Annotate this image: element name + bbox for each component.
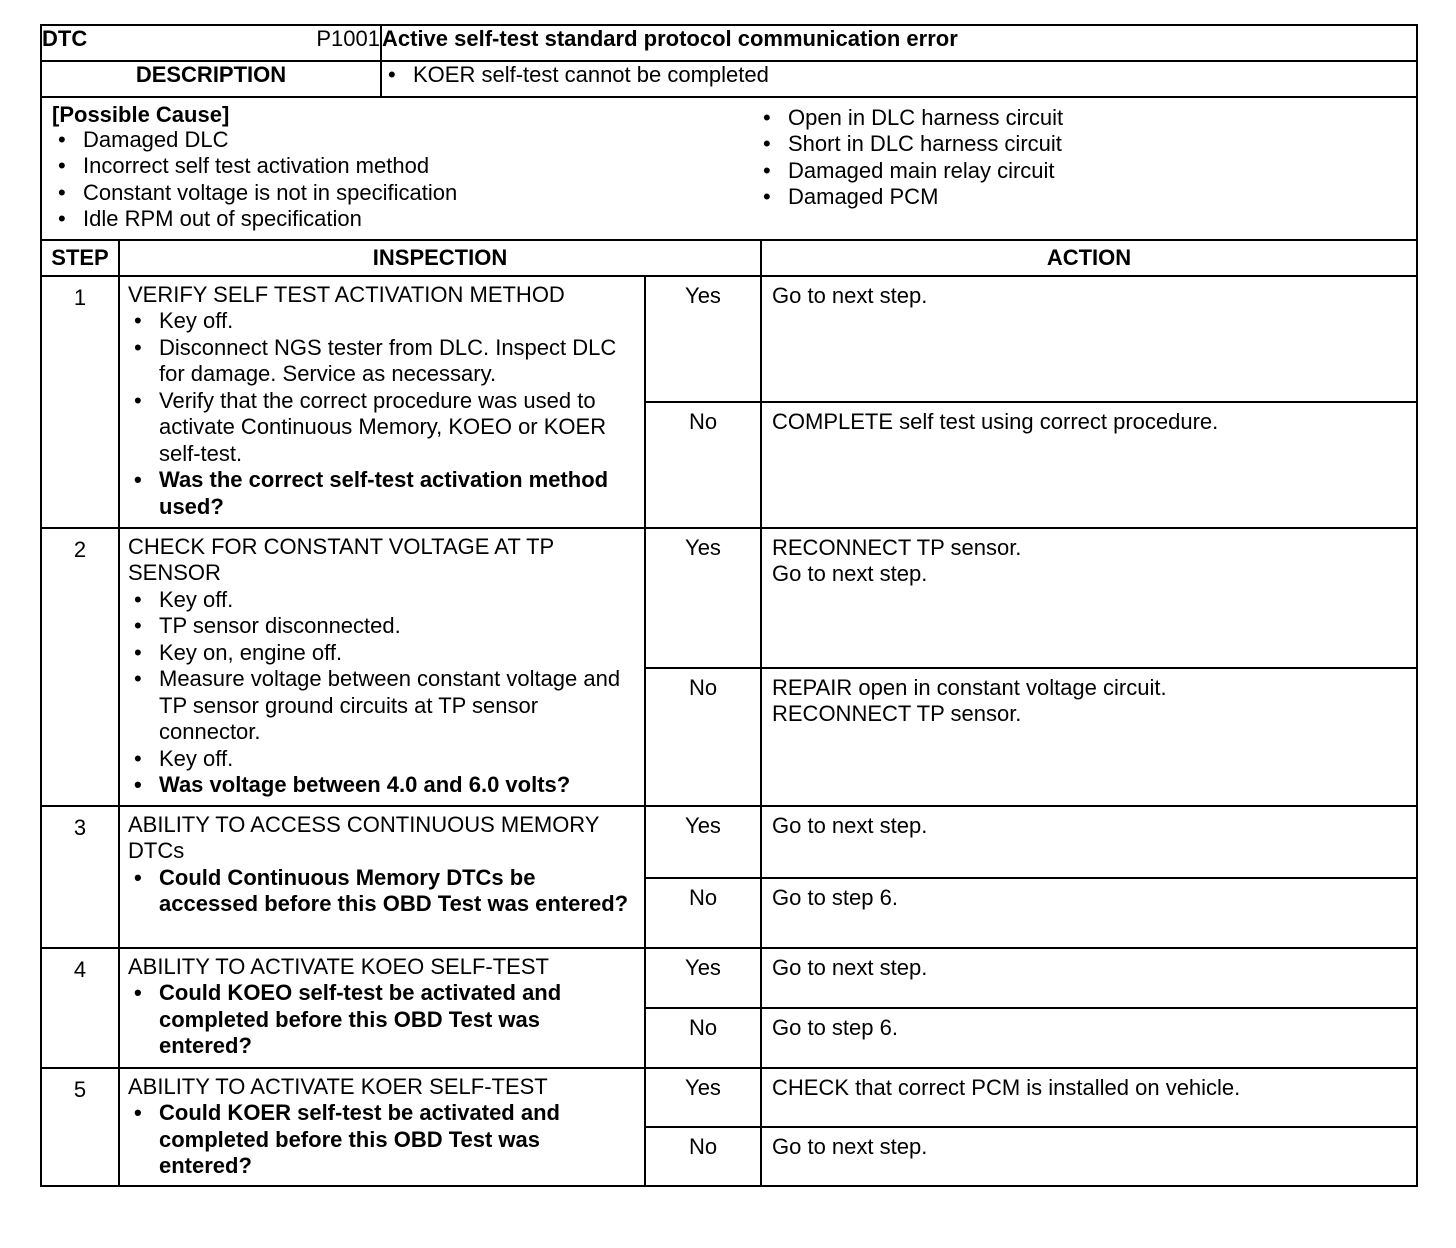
- no-action: [761, 878, 1417, 948]
- step-bullet: • TP sensor disconnected.: [128, 613, 636, 640]
- action-line: Go to next step.: [772, 282, 928, 308]
- step-question: • Could KOEO self-test be activated and completed before this OBD Test was entered?: [128, 980, 636, 1060]
- action-line: RECONNECT TP sensor.: [772, 701, 1022, 726]
- step-bullets: [128, 1100, 636, 1180]
- no-action: [761, 668, 1417, 806]
- action-line: REPAIR open in constant voltage circuit.: [772, 674, 1167, 700]
- action-line: Go to next step.: [772, 1133, 928, 1159]
- description-cell: [381, 61, 1417, 97]
- step-inspection: [119, 806, 645, 948]
- dtc-title: Active self-test standard protocol communication error: [381, 25, 1417, 61]
- no-label: No: [645, 668, 761, 806]
- step-column-header: STEP: [41, 240, 119, 276]
- possible-cause-left-list: [52, 127, 757, 233]
- yes-action: [761, 1068, 1417, 1127]
- cause-item: • Incorrect self test activation method: [52, 153, 757, 180]
- step-row: [41, 1068, 1417, 1127]
- action-line: Go to next step.: [772, 561, 928, 586]
- cause-item: • Damaged PCM: [757, 184, 1063, 211]
- step-bullet: • Key on, engine off.: [128, 640, 636, 667]
- step-bullet: • Measure voltage between constant voltage and TP sensor ground circuits at TP sensor connector.: [128, 666, 636, 746]
- yes-label: Yes: [645, 528, 761, 668]
- action-line: Go to next step.: [772, 954, 928, 980]
- step-row: [41, 806, 1417, 878]
- yes-action: [761, 806, 1417, 878]
- step-row: [41, 948, 1417, 1008]
- cause-item: • Damaged main relay circuit: [757, 158, 1063, 185]
- no-label: No: [645, 878, 761, 948]
- no-label: No: [645, 1008, 761, 1068]
- step-bullet: • Disconnect NGS tester from DLC. Inspect DLC for damage. Service as necessary.: [128, 335, 636, 388]
- step-heading: ABILITY TO ACCESS CONTINUOUS MEMORY DTCs: [128, 811, 600, 863]
- dtc-label: DTC: [42, 26, 88, 51]
- step-row: [41, 528, 1417, 668]
- dtc-procedure-sheet: [40, 24, 1416, 1187]
- action-line: Go to step 6.: [772, 1014, 898, 1040]
- cause-item: • Damaged DLC: [52, 127, 757, 154]
- description-item: • KOER self-test cannot be completed: [382, 62, 1416, 88]
- action-line: Go to step 6.: [772, 884, 898, 910]
- step-heading: ABILITY TO ACTIVATE KOER SELF-TEST: [128, 1073, 548, 1099]
- yes-label: Yes: [645, 276, 761, 402]
- step-heading: CHECK FOR CONSTANT VOLTAGE AT TP SENSOR: [128, 533, 554, 585]
- yes-action: [761, 276, 1417, 402]
- possible-cause-row: [41, 97, 1417, 240]
- step-number: 1: [41, 276, 119, 528]
- step-inspection: [119, 528, 645, 806]
- step-row: [41, 276, 1417, 402]
- description-label: DESCRIPTION: [41, 61, 381, 97]
- step-inspection: [119, 948, 645, 1068]
- possible-cause-cell: [41, 97, 1417, 240]
- column-header-row: [41, 240, 1417, 276]
- description-row: [41, 61, 1417, 97]
- step-bullets: [128, 308, 636, 520]
- cause-item: • Open in DLC harness circuit: [757, 105, 1063, 132]
- step-bullet: • Key off.: [128, 746, 636, 773]
- yes-label: Yes: [645, 806, 761, 878]
- step-heading: VERIFY SELF TEST ACTIVATION METHOD: [128, 281, 565, 307]
- yes-action: [761, 528, 1417, 668]
- step-bullets: [128, 865, 636, 918]
- step-number: 4: [41, 948, 119, 1068]
- no-action: [761, 1008, 1417, 1068]
- yes-label: Yes: [645, 1068, 761, 1127]
- no-action: [761, 402, 1417, 528]
- step-number: 3: [41, 806, 119, 948]
- dtc-table: [40, 24, 1418, 1187]
- action-line: Go to next step.: [772, 812, 928, 838]
- no-label: No: [645, 1127, 761, 1186]
- step-question: • Was the correct self-test activation method used?: [128, 467, 636, 520]
- possible-cause-right-list: [757, 105, 1063, 233]
- yes-label: Yes: [645, 948, 761, 1008]
- possible-cause-title: [Possible Cause]: [52, 102, 230, 127]
- action-line: COMPLETE self test using correct procedure.: [772, 408, 1219, 434]
- step-number: 2: [41, 528, 119, 806]
- dtc-code-cell: [41, 25, 381, 61]
- step-bullets: [128, 587, 636, 799]
- action-line: CHECK that correct PCM is installed on vehicle.: [772, 1074, 1241, 1100]
- step-number: 5: [41, 1068, 119, 1186]
- step-bullet: • Key off.: [128, 587, 636, 614]
- cause-item: • Constant voltage is not in specification: [52, 180, 757, 207]
- step-inspection: [119, 276, 645, 528]
- step-inspection: [119, 1068, 645, 1186]
- step-bullet: • Verify that the correct procedure was used to activate Continuous Memory, KOEO or KOER self-test.: [128, 388, 636, 468]
- step-question: • Was voltage between 4.0 and 6.0 volts?: [128, 772, 636, 799]
- no-label: No: [645, 402, 761, 528]
- step-bullets: [128, 980, 636, 1060]
- yes-action: [761, 948, 1417, 1008]
- inspection-column-header: INSPECTION: [119, 240, 761, 276]
- action-line: RECONNECT TP sensor.: [772, 534, 1022, 560]
- step-question: • Could Continuous Memory DTCs be accessed before this OBD Test was entered?: [128, 865, 636, 918]
- step-bullet: • Key off.: [128, 308, 636, 335]
- step-heading: ABILITY TO ACTIVATE KOEO SELF-TEST: [128, 953, 549, 979]
- cause-item: • Idle RPM out of specification: [52, 206, 757, 233]
- dtc-header-row: [41, 25, 1417, 61]
- description-list: [382, 62, 1416, 88]
- action-column-header: ACTION: [761, 240, 1417, 276]
- no-action: [761, 1127, 1417, 1186]
- step-question: • Could KOER self-test be activated and completed before this OBD Test was entered?: [128, 1100, 636, 1180]
- dtc-code: P1001: [316, 26, 380, 51]
- cause-item: • Short in DLC harness circuit: [757, 131, 1063, 158]
